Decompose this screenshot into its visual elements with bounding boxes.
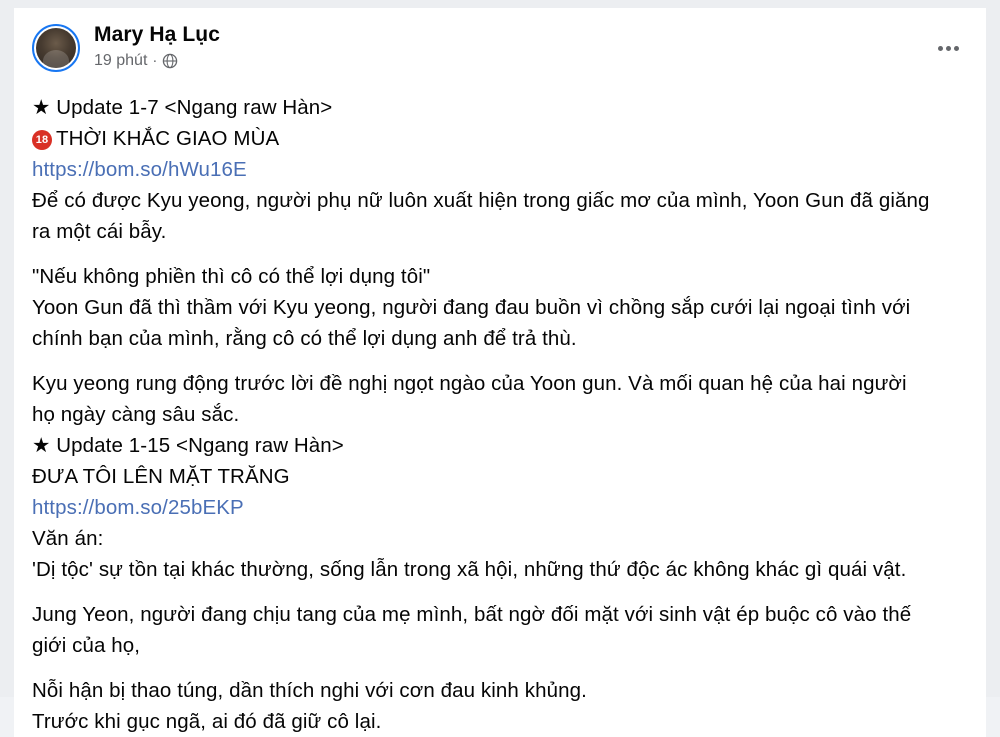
post-line: ★ Update 1-15 <Ngang raw Hàn> <box>32 434 344 457</box>
post-line: Nỗi hận bị thao túng, dần thích nghi với cơn đau kinh khủng. <box>32 679 587 702</box>
globe-icon[interactable] <box>162 53 178 69</box>
avatar[interactable] <box>32 24 80 72</box>
post-link-anchor[interactable]: https://bom.so/hWu16E <box>32 158 247 181</box>
post-author-block <box>94 22 220 71</box>
post-link[interactable] <box>32 492 968 523</box>
dot <box>946 46 951 51</box>
post-timestamp[interactable]: 19 phút <box>94 52 148 69</box>
post-line: Trước khi gục ngã, ai đó đã giữ cô lại. <box>32 710 382 733</box>
post-blank-line <box>32 247 968 261</box>
post-link-anchor[interactable]: https://bom.so/25bEKP <box>32 496 244 519</box>
facebook-post-card <box>14 8 986 737</box>
age-rating-badge: 18 <box>32 130 52 150</box>
post-blank-line <box>32 661 968 675</box>
post-line: Để có được Kyu yeong, người phụ nữ luôn xuất hiện trong giấc mơ của mình, Yoon Gun đã giăng <box>32 189 930 212</box>
post-body <box>32 92 968 737</box>
post-line: chính bạn của mình, rằng cô có thể lợi dụng anh để trả thù. <box>32 327 577 350</box>
avatar-image <box>36 28 76 68</box>
post-line-text: THỜI KHẮC GIAO MÙA <box>56 127 280 150</box>
post-line: Văn án: <box>32 527 104 550</box>
post-line: ra một cái bẫy. <box>32 220 167 243</box>
post-blank-line <box>32 585 968 599</box>
post-line: Kyu yeong rung động trước lời đề nghị ngọt ngào của Yoon gun. Và mối quan hệ của hai người <box>32 372 907 395</box>
post-meta <box>94 51 220 71</box>
post-line: "Nếu không phiền thì cô có thể lợi dụng tôi" <box>32 265 431 288</box>
post-blank-line <box>32 354 968 368</box>
post-line: Yoon Gun đã thì thầm với Kyu yeong, người đang đau buồn vì chồng sắp cưới lại ngoại tình với <box>32 296 911 319</box>
post-line: 'Dị tộc' sự tồn tại khác thường, sống lẫn trong xã hội, những thứ độc ác không khác gì quái vật. <box>32 558 907 581</box>
post-line: họ ngày càng sâu sắc. <box>32 403 240 426</box>
post-line-with-badge <box>32 123 968 154</box>
post-line: giới của họ, <box>32 634 141 657</box>
author-name[interactable]: Mary Hạ Lục <box>94 23 220 46</box>
post-header <box>32 22 968 86</box>
dot <box>938 46 943 51</box>
post-line: Jung Yeon, người đang chịu tang của mẹ mình, bất ngờ đối mặt với sinh vật ép buộc cô vào thế <box>32 603 912 626</box>
meta-separator: · <box>152 52 158 69</box>
post-line: ★ Update 1-7 <Ngang raw Hàn> <box>32 96 333 119</box>
post-line: ĐƯA TÔI LÊN MẶT TRĂNG <box>32 465 290 488</box>
dot <box>954 46 959 51</box>
post-link[interactable] <box>32 154 968 185</box>
more-options-icon[interactable] <box>930 30 966 66</box>
